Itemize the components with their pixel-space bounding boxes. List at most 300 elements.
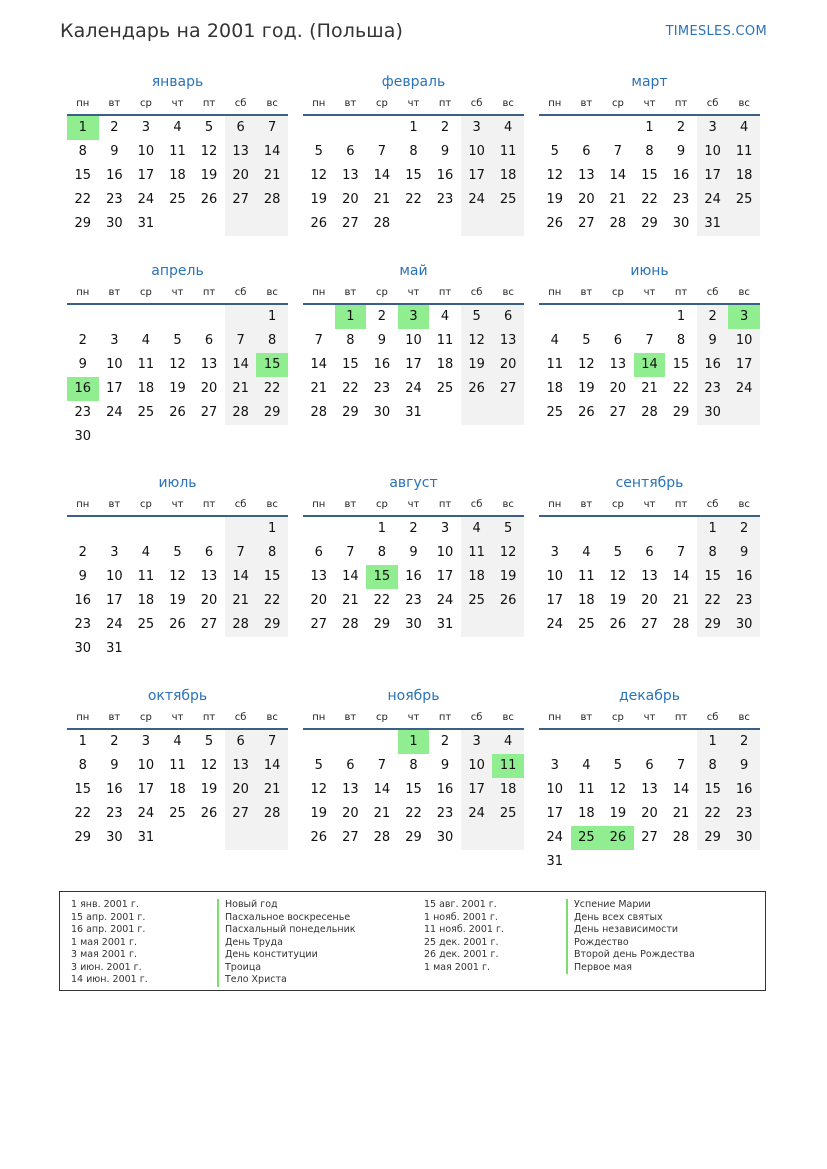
- empty-cell: [193, 826, 225, 850]
- day-cell: 19: [200, 782, 218, 797]
- weekday-label: ср: [139, 287, 152, 298]
- legend-holiday-name: Новый год: [217, 899, 356, 912]
- day-cell: 6: [645, 758, 654, 773]
- day-cell: 26: [200, 192, 218, 207]
- holiday-day-cell: 1: [398, 730, 430, 754]
- day-cell: 24: [106, 405, 123, 420]
- legend-date: 3 мая 2001 г.: [71, 949, 137, 960]
- day-cell: 15: [697, 778, 729, 802]
- day-cell: 21: [256, 164, 288, 188]
- day-cell: 11: [546, 357, 564, 372]
- weekday-label: пн: [76, 499, 90, 510]
- empty-cell: [461, 613, 493, 637]
- day-cell: 30: [672, 216, 690, 231]
- day-cell: 11: [137, 357, 155, 372]
- day-cell: 13: [342, 782, 359, 797]
- month-title: февраль: [381, 74, 446, 90]
- day-cell: 7: [225, 329, 257, 353]
- day-cell: 6: [225, 116, 257, 140]
- day-cell: 10: [106, 357, 123, 372]
- legend-date: 14 июн. 2001 г.: [71, 974, 148, 985]
- day-cell: 12: [169, 569, 186, 584]
- empty-cell: [193, 305, 225, 329]
- day-cell: 22: [373, 593, 391, 608]
- holiday-day-cell: 3: [398, 305, 430, 329]
- day-cell: 26: [461, 377, 493, 401]
- weekday-label: вс: [502, 98, 514, 109]
- day-cell: 18: [492, 778, 524, 802]
- day-cell: 18: [578, 806, 595, 821]
- month-8: [303, 471, 524, 637]
- day-cell: 28: [310, 405, 328, 420]
- weekday-label: вс: [266, 712, 278, 723]
- month-title: август: [389, 475, 438, 491]
- day-cell: 27: [225, 188, 257, 212]
- empty-cell: [99, 517, 131, 541]
- legend-date: 1 мая 2001 г.: [71, 936, 137, 948]
- legend-dates-col-1: [71, 899, 148, 987]
- month-5: [303, 259, 524, 425]
- weekday-label: пт: [438, 499, 452, 510]
- holiday-day-cell: 15: [366, 565, 398, 589]
- weekday-label: вт: [580, 98, 593, 109]
- empty-cell: [67, 517, 99, 541]
- day-cell: 16: [106, 168, 123, 183]
- day-cell: 9: [697, 329, 729, 353]
- weekday-label: ср: [375, 712, 388, 723]
- days-grid: [67, 305, 288, 449]
- day-cell: 15: [697, 565, 729, 589]
- day-cell: 19: [461, 353, 493, 377]
- day-cell: 16: [436, 168, 454, 183]
- legend-holiday-name: День независимости: [566, 924, 695, 937]
- day-cell: 9: [409, 545, 418, 560]
- weekday-header: [303, 708, 524, 730]
- day-cell: 7: [225, 541, 257, 565]
- day-cell: 22: [672, 381, 690, 396]
- day-cell: 27: [310, 617, 328, 632]
- weekday-label: сб: [706, 287, 719, 298]
- day-cell: 5: [492, 517, 524, 541]
- weekday-header: [67, 708, 288, 730]
- empty-cell: [225, 826, 257, 850]
- day-cell: 5: [613, 758, 623, 773]
- empty-cell: [256, 212, 288, 236]
- empty-cell: [461, 212, 493, 236]
- day-cell: 5: [314, 144, 323, 159]
- empty-cell: [602, 116, 634, 140]
- day-cell: 30: [436, 830, 454, 845]
- day-cell: 3: [550, 545, 559, 560]
- day-cell: 18: [436, 357, 454, 372]
- day-cell: 14: [373, 782, 391, 797]
- day-cell: 16: [373, 357, 391, 372]
- day-cell: 5: [461, 305, 493, 329]
- day-cell: 24: [436, 593, 454, 608]
- empty-cell: [193, 212, 225, 236]
- legend-date: 25 дек. 2001 г.: [424, 936, 499, 948]
- day-cell: 27: [641, 617, 658, 632]
- empty-cell: [539, 517, 571, 541]
- day-cell: 6: [314, 545, 323, 560]
- day-cell: 8: [78, 144, 87, 159]
- empty-cell: [634, 305, 666, 329]
- day-cell: 10: [546, 569, 564, 584]
- day-cell: 19: [609, 806, 627, 821]
- day-cell: 11: [436, 333, 454, 348]
- empty-cell: [130, 517, 162, 541]
- day-cell: 21: [225, 589, 257, 613]
- day-cell: 22: [697, 802, 729, 826]
- day-cell: 20: [200, 593, 218, 608]
- empty-cell: [665, 517, 697, 541]
- day-cell: 23: [436, 192, 454, 207]
- legend-holiday-name: Рождество: [566, 937, 695, 950]
- day-cell: 3: [550, 758, 559, 773]
- legend-date: 1 мая 2001 г.: [424, 961, 490, 973]
- weekday-label: вт: [580, 499, 593, 510]
- day-cell: 12: [200, 144, 218, 159]
- month-title: октябрь: [147, 688, 208, 704]
- month-title: май: [399, 263, 428, 279]
- empty-cell: [634, 517, 666, 541]
- day-cell: 25: [728, 188, 760, 212]
- holiday-day-cell: 1: [335, 305, 367, 329]
- weekday-label: пт: [202, 712, 216, 723]
- day-cell: 23: [74, 405, 92, 420]
- weekday-header: [303, 495, 524, 517]
- day-cell: 14: [609, 168, 627, 183]
- day-cell: 16: [106, 782, 123, 797]
- weekday-label: пт: [438, 712, 452, 723]
- days-grid: [539, 305, 760, 425]
- day-cell: 22: [74, 806, 92, 821]
- day-cell: 2: [110, 734, 119, 749]
- day-cell: 25: [492, 802, 524, 826]
- day-cell: 20: [225, 164, 257, 188]
- day-cell: 18: [137, 593, 155, 608]
- day-cell: 4: [440, 309, 450, 324]
- weekday-label: вс: [738, 287, 750, 298]
- empty-cell: [130, 305, 162, 329]
- day-cell: 13: [609, 357, 627, 372]
- day-cell: 9: [440, 758, 450, 773]
- day-cell: 18: [492, 164, 524, 188]
- empty-cell: [461, 401, 493, 425]
- holiday-day-cell: 26: [602, 826, 634, 850]
- day-cell: 10: [137, 144, 155, 159]
- day-cell: 17: [461, 778, 493, 802]
- month-title: июнь: [630, 263, 669, 279]
- legend-date: 11 нояб. 2001 г.: [424, 924, 504, 935]
- day-cell: 23: [106, 192, 123, 207]
- empty-cell: [602, 517, 634, 541]
- day-cell: 16: [728, 778, 760, 802]
- empty-cell: [571, 730, 603, 754]
- day-cell: 22: [405, 806, 422, 821]
- weekday-label: пт: [202, 287, 216, 298]
- day-cell: 21: [672, 806, 690, 821]
- day-cell: 19: [546, 192, 564, 207]
- weekday-label: чт: [643, 712, 656, 723]
- weekday-label: вс: [738, 98, 750, 109]
- weekday-header: [67, 495, 288, 517]
- day-cell: 1: [377, 521, 387, 536]
- weekday-label: чт: [407, 287, 420, 298]
- day-cell: 17: [697, 164, 729, 188]
- day-cell: 19: [609, 593, 627, 608]
- day-cell: 13: [641, 782, 658, 797]
- day-cell: 1: [409, 120, 418, 135]
- weekday-label: пн: [312, 499, 326, 510]
- day-cell: 22: [256, 589, 288, 613]
- weekday-label: вс: [502, 712, 514, 723]
- month-9: [539, 471, 760, 637]
- weekday-label: вт: [344, 98, 357, 109]
- day-cell: 9: [728, 541, 760, 565]
- days-grid: [539, 730, 760, 874]
- day-cell: 16: [74, 593, 92, 608]
- legend-holiday-name: Пасхальное воскресенье: [217, 912, 356, 925]
- day-cell: 25: [137, 617, 155, 632]
- day-cell: 5: [173, 545, 182, 560]
- weekday-label: вт: [108, 287, 121, 298]
- day-cell: 25: [436, 381, 454, 396]
- day-cell: 28: [373, 830, 391, 845]
- day-cell: 14: [256, 754, 288, 778]
- day-cell: 5: [204, 734, 214, 749]
- day-cell: 8: [256, 541, 288, 565]
- day-cell: 3: [110, 545, 119, 560]
- day-cell: 4: [173, 734, 182, 749]
- day-cell: 29: [672, 405, 690, 420]
- day-cell: 24: [546, 830, 564, 845]
- day-cell: 30: [74, 429, 92, 444]
- legend-date: 1 янв. 2001 г.: [71, 899, 139, 910]
- day-cell: 3: [141, 120, 151, 135]
- day-cell: 18: [546, 381, 564, 396]
- day-cell: 7: [377, 758, 387, 773]
- weekday-label: пт: [202, 98, 216, 109]
- day-cell: 30: [405, 617, 422, 632]
- day-cell: 19: [169, 381, 186, 396]
- day-cell: 3: [440, 521, 450, 536]
- site-link[interactable]: TIMESLES.COM: [665, 24, 767, 39]
- day-cell: 28: [256, 188, 288, 212]
- day-cell: 14: [225, 565, 257, 589]
- day-cell: 20: [342, 806, 359, 821]
- empty-cell: [398, 212, 430, 236]
- day-cell: 18: [169, 782, 186, 797]
- empty-cell: [492, 212, 524, 236]
- day-cell: 27: [492, 377, 524, 401]
- weekday-label: сб: [234, 287, 247, 298]
- day-cell: 4: [492, 116, 524, 140]
- weekday-label: сб: [470, 499, 483, 510]
- day-cell: 2: [78, 333, 87, 348]
- day-cell: 12: [200, 758, 218, 773]
- weekday-label: сб: [706, 98, 719, 109]
- day-cell: 15: [74, 168, 92, 183]
- weekday-label: вс: [266, 287, 278, 298]
- day-cell: 11: [728, 140, 760, 164]
- day-cell: 24: [697, 188, 729, 212]
- day-cell: 26: [169, 405, 186, 420]
- day-cell: 7: [676, 758, 686, 773]
- month-12: [539, 684, 760, 874]
- days-grid: [67, 730, 288, 850]
- weekday-label: вс: [738, 712, 750, 723]
- day-cell: 10: [436, 545, 454, 560]
- weekday-label: пн: [548, 98, 562, 109]
- day-cell: 15: [342, 357, 359, 372]
- day-cell: 28: [225, 613, 257, 637]
- weekday-header: [67, 283, 288, 305]
- day-cell: 22: [405, 192, 422, 207]
- weekday-label: чт: [407, 499, 420, 510]
- holiday-day-cell: 15: [256, 353, 288, 377]
- days-grid: [303, 730, 524, 850]
- day-cell: 1: [697, 517, 729, 541]
- day-cell: 28: [225, 401, 257, 425]
- day-cell: 16: [697, 353, 729, 377]
- day-cell: 14: [373, 168, 391, 183]
- empty-cell: [571, 305, 603, 329]
- day-cell: 31: [137, 830, 155, 845]
- day-cell: 30: [106, 216, 123, 231]
- weekday-label: пн: [548, 287, 562, 298]
- month-title: март: [631, 74, 668, 90]
- legend-holiday-name: День Труда: [217, 937, 356, 950]
- day-cell: 10: [106, 569, 123, 584]
- day-cell: 12: [609, 569, 627, 584]
- day-cell: 5: [582, 333, 591, 348]
- day-cell: 3: [697, 116, 729, 140]
- day-cell: 31: [697, 212, 729, 236]
- day-cell: 26: [169, 617, 186, 632]
- day-cell: 9: [440, 144, 450, 159]
- day-cell: 23: [728, 802, 760, 826]
- day-cell: 6: [346, 144, 355, 159]
- weekday-label: ср: [611, 499, 624, 510]
- weekday-label: вт: [108, 98, 121, 109]
- day-cell: 25: [492, 188, 524, 212]
- days-grid: [303, 116, 524, 236]
- day-cell: 29: [373, 617, 391, 632]
- day-cell: 13: [492, 329, 524, 353]
- day-cell: 27: [342, 216, 359, 231]
- day-cell: 1: [676, 309, 686, 324]
- day-cell: 26: [578, 405, 595, 420]
- day-cell: 24: [546, 617, 564, 632]
- day-cell: 21: [373, 192, 391, 207]
- empty-cell: [225, 212, 257, 236]
- day-cell: 4: [582, 758, 591, 773]
- legend-holiday-name: Второй день Рождества: [566, 949, 695, 962]
- empty-cell: [303, 305, 335, 329]
- weekday-label: чт: [407, 98, 420, 109]
- day-cell: 10: [728, 329, 760, 353]
- holiday-day-cell: 11: [492, 754, 524, 778]
- day-cell: 16: [405, 569, 422, 584]
- day-cell: 20: [609, 381, 627, 396]
- weekday-header: [303, 283, 524, 305]
- day-cell: 23: [106, 806, 123, 821]
- day-cell: 13: [310, 569, 328, 584]
- weekday-label: ср: [611, 287, 624, 298]
- day-cell: 15: [672, 357, 690, 372]
- day-cell: 29: [641, 216, 658, 231]
- day-cell: 6: [613, 333, 623, 348]
- day-cell: 12: [461, 329, 493, 353]
- day-cell: 21: [310, 381, 328, 396]
- day-cell: 10: [546, 782, 564, 797]
- day-cell: 28: [672, 617, 690, 632]
- day-cell: 9: [78, 569, 87, 584]
- day-cell: 29: [342, 405, 359, 420]
- day-cell: 21: [672, 593, 690, 608]
- weekday-label: чт: [643, 499, 656, 510]
- day-cell: 15: [405, 168, 422, 183]
- weekday-label: чт: [643, 287, 656, 298]
- legend-holiday-name: День конституции: [217, 949, 356, 962]
- day-cell: 2: [728, 517, 760, 541]
- days-grid: [539, 116, 760, 236]
- month-3: [539, 70, 760, 236]
- day-cell: 5: [314, 758, 323, 773]
- day-cell: 22: [342, 381, 359, 396]
- day-cell: 13: [342, 168, 359, 183]
- day-cell: 24: [405, 381, 422, 396]
- day-cell: 27: [578, 216, 595, 231]
- day-cell: 25: [461, 589, 493, 613]
- holiday-day-cell: 16: [67, 377, 99, 401]
- day-cell: 24: [137, 192, 155, 207]
- day-cell: 10: [461, 140, 493, 164]
- empty-cell: [429, 212, 461, 236]
- day-cell: 25: [137, 405, 155, 420]
- month-11: [303, 684, 524, 850]
- empty-cell: [665, 730, 697, 754]
- day-cell: 29: [256, 613, 288, 637]
- day-cell: 21: [609, 192, 627, 207]
- day-cell: 13: [578, 168, 595, 183]
- day-cell: 20: [310, 593, 328, 608]
- day-cell: 9: [110, 758, 119, 773]
- weekday-header: [303, 94, 524, 116]
- day-cell: 21: [256, 778, 288, 802]
- day-cell: 9: [78, 357, 87, 372]
- empty-cell: [539, 116, 571, 140]
- day-cell: 8: [256, 329, 288, 353]
- day-cell: 17: [461, 164, 493, 188]
- day-cell: 1: [697, 730, 729, 754]
- day-cell: 28: [672, 830, 690, 845]
- day-cell: 28: [256, 802, 288, 826]
- legend-holiday-name: Пасхальный понедельник: [217, 924, 356, 937]
- day-cell: 7: [645, 333, 654, 348]
- weekday-label: пт: [438, 98, 452, 109]
- empty-cell: [492, 613, 524, 637]
- day-cell: 30: [74, 641, 92, 656]
- empty-cell: [335, 517, 367, 541]
- weekday-label: чт: [171, 287, 184, 298]
- day-cell: 25: [546, 405, 564, 420]
- day-cell: 23: [373, 381, 391, 396]
- day-cell: 3: [141, 734, 151, 749]
- month-1: [67, 70, 288, 236]
- day-cell: 8: [645, 144, 654, 159]
